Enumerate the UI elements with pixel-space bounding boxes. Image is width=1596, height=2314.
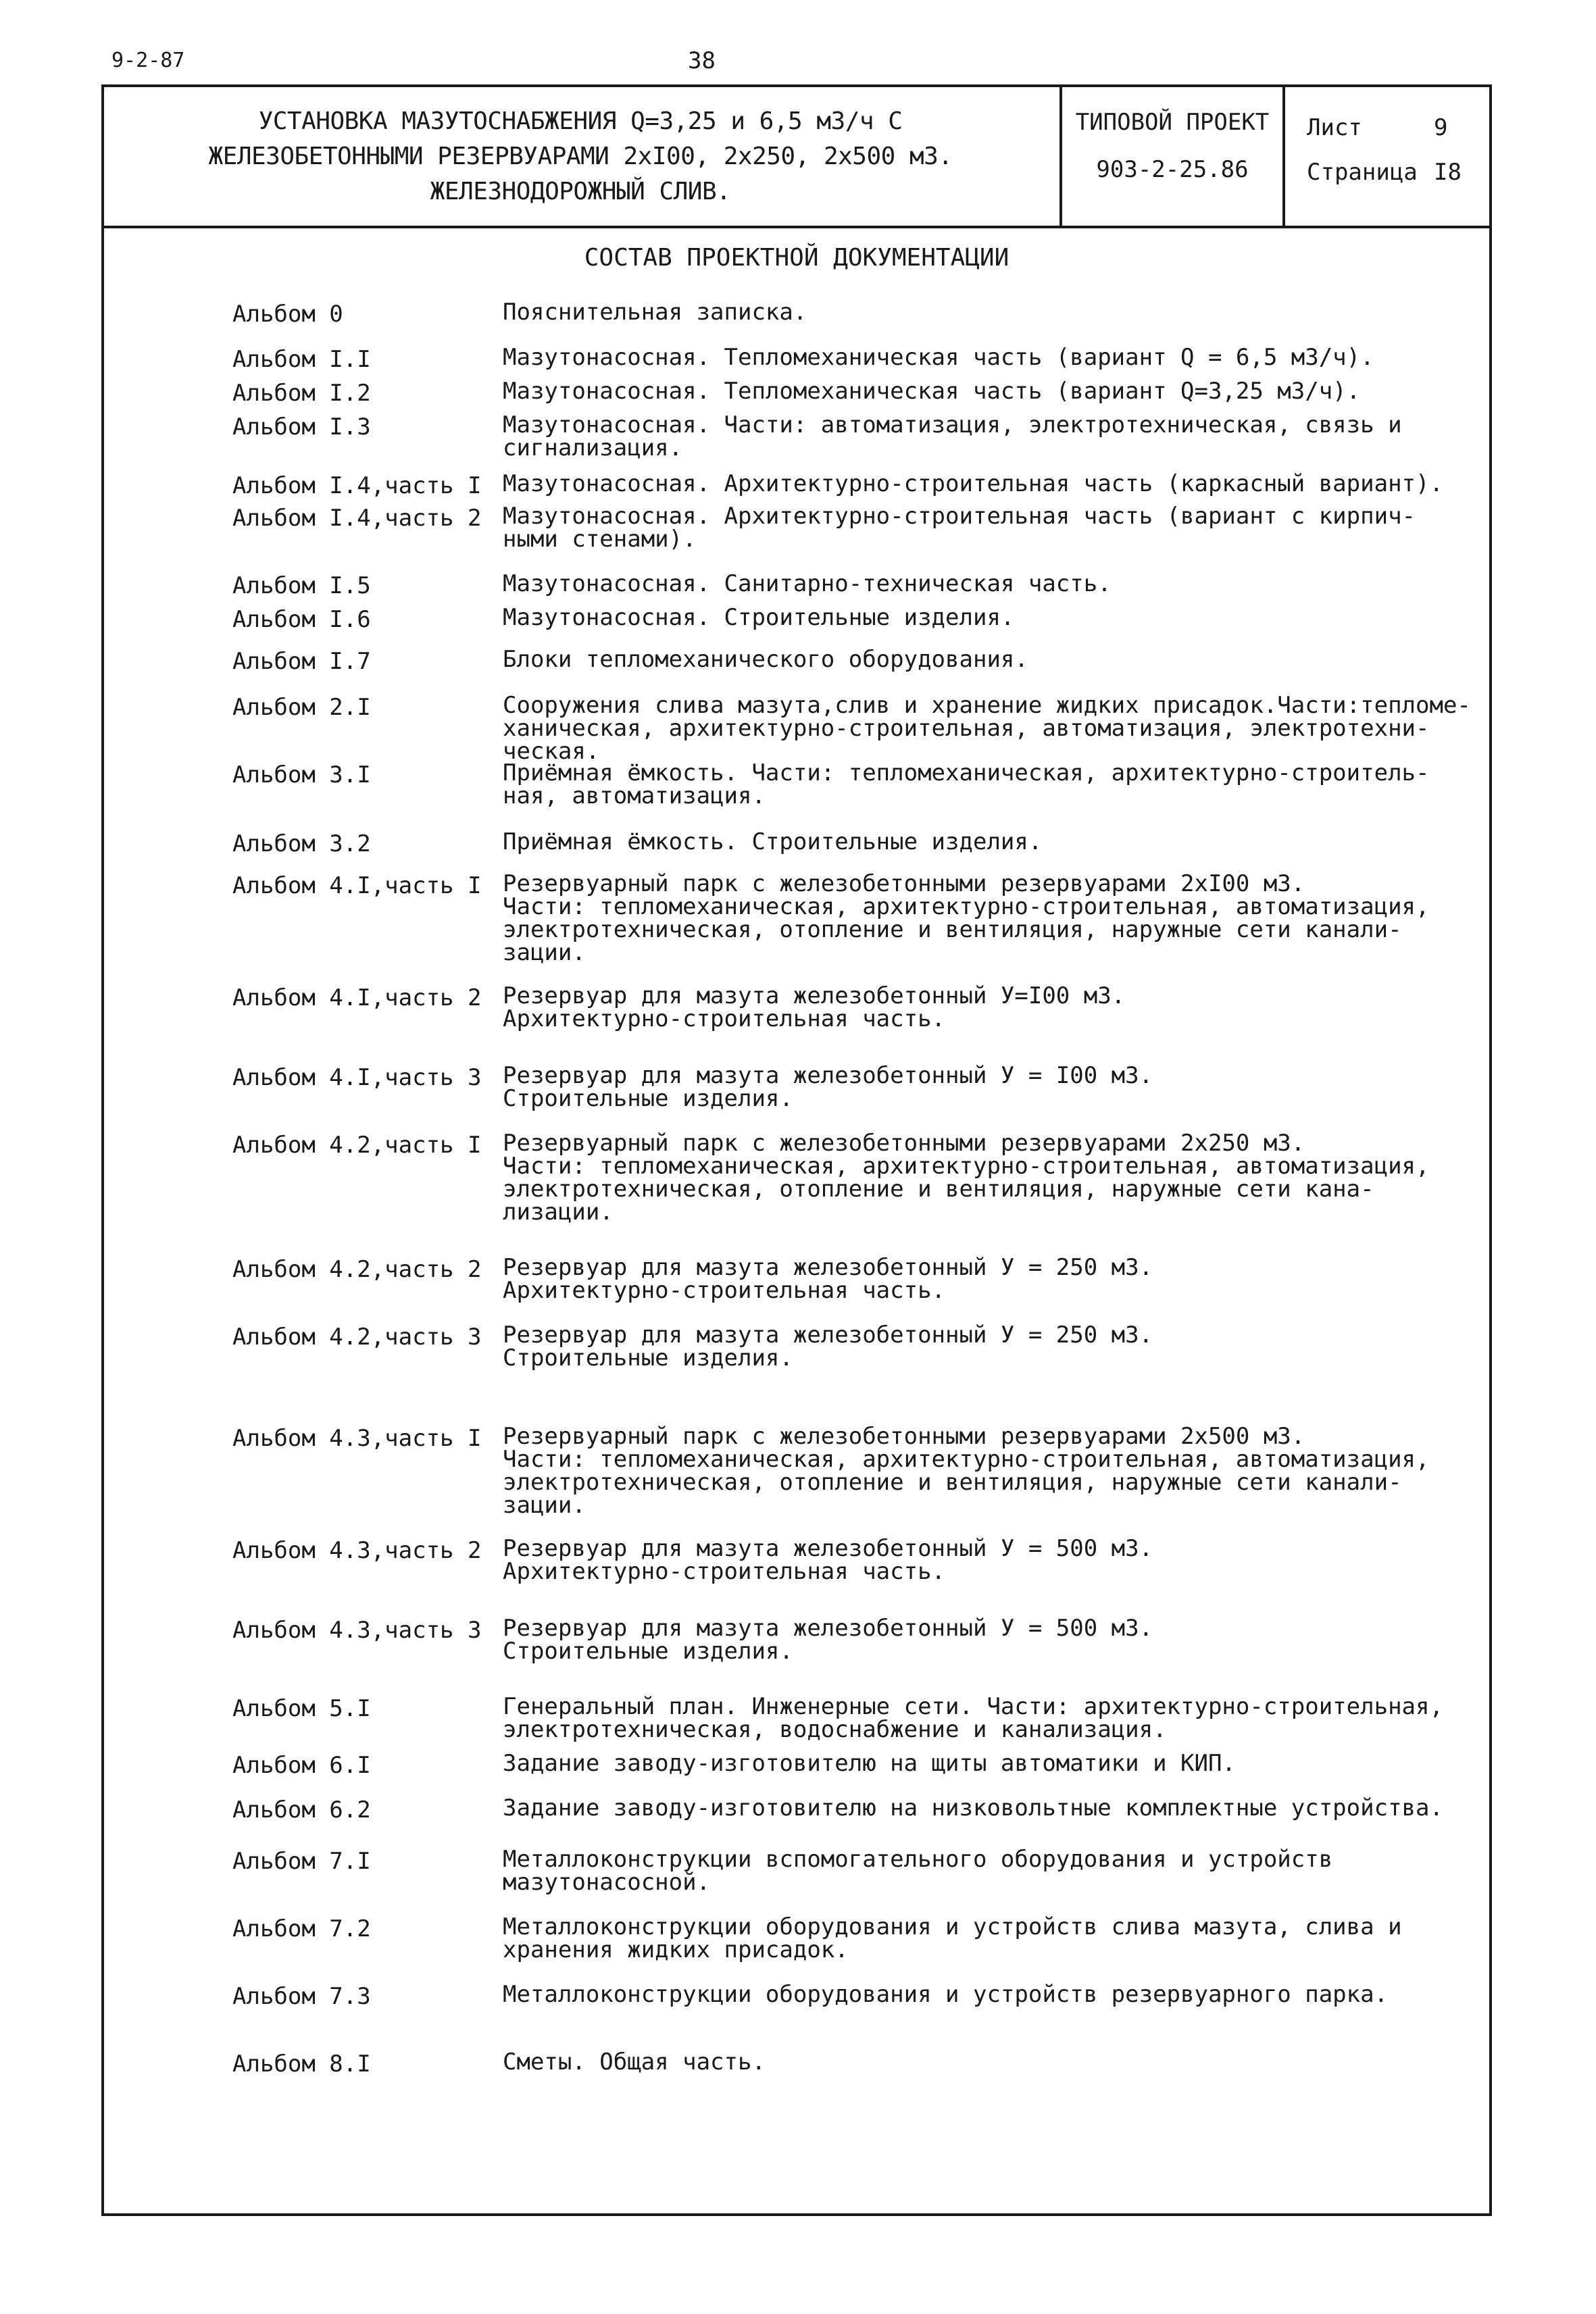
page-value: I8 xyxy=(1434,159,1462,186)
album-label: Альбом 4.3,часть 2 xyxy=(232,1537,482,1564)
album-description: Резервуарный парк с железобетонными резервуарами 2х250 м3. Части: тепломеханическая, архитектурно-строительная, автоматизация, электротехническая, отопление и вентиляция, наружные сети кана- лизации. xyxy=(503,1130,1430,1226)
album-description: Металлоконструкции оборудования и устройств резервуарного парка. xyxy=(503,1981,1389,2008)
document-code: 9-2-87 xyxy=(111,49,185,72)
album-label: Альбом 4.2,часть I xyxy=(232,1132,482,1159)
album-label: Альбом 6.I xyxy=(232,1752,371,1779)
album-label: Альбом 7.I xyxy=(232,1848,371,1875)
project-label: ТИПОВОЙ ПРОЕКТ xyxy=(1075,109,1270,136)
album-description: Пояснительная записка. xyxy=(503,299,807,326)
album-label: Альбом 3.I xyxy=(232,761,371,788)
album-label: Альбом 4.3,часть 3 xyxy=(232,1617,482,1644)
project-code: 903-2-25.86 xyxy=(1096,156,1249,183)
album-description: Резервуар для мазута железобетонный У = 250 м3. Строительные изделия. xyxy=(503,1322,1153,1372)
album-description: Мазутонасосная. Строительные изделия. xyxy=(503,604,1015,631)
album-label: Альбом I.I xyxy=(232,346,371,373)
album-description: Резервуар для мазута железобетонный У = 250 м3. Архитектурно-строительная часть. xyxy=(503,1254,1153,1304)
title-line-1: УСТАНОВКА МАЗУТОСНАБЖЕНИЯ Q=3,25 и 6,5 м3/ч С xyxy=(258,107,903,135)
page-label: Страница xyxy=(1307,159,1418,186)
album-label: Альбом 6.2 xyxy=(232,1796,371,1823)
album-description: Резервуарный парк с железобетонными резервуарами 2х500 м3. Части: тепломеханическая, архитектурно-строительная, автоматизация, электротехническая, отопление и вентиляция, наружные сети канали- зации. xyxy=(503,1423,1430,1519)
album-label: Альбом 2.I xyxy=(232,694,371,721)
document-frame xyxy=(101,84,1492,2216)
sheet-number: 9 xyxy=(1434,114,1448,141)
album-description: Мазутонасосная. Архитектурно-строительная часть (вариант с кирпич- ными стенами). xyxy=(503,503,1416,553)
title-cell xyxy=(104,87,1062,226)
title-block xyxy=(104,87,1489,228)
album-label: Альбом 4.3,часть I xyxy=(232,1425,482,1452)
title-line-2: ЖЕЛЕЗОБЕТОННЫМИ РЕЗЕРВУАРАМИ 2хI00, 2х250, 2х500 м3. xyxy=(208,143,953,170)
album-label: Альбом 7.2 xyxy=(232,1915,371,1942)
project-cell xyxy=(1062,87,1285,226)
album-description: Мазутонасосная. Санитарно-техническая часть. xyxy=(503,570,1112,597)
album-label: Альбом 5.I xyxy=(232,1695,371,1722)
album-description: Задание заводу-изготовителю на низковольтные комплектные устройства. xyxy=(503,1794,1443,1821)
album-description: Сооружения слива мазута,слив и хранение жидких присадок.Части:тепломе- ханическая, архитектурно-строительная, автоматизация, электротехни- ческая. xyxy=(503,692,1471,765)
album-label: Альбом 8.I xyxy=(232,2051,371,2078)
album-description: Мазутонасосная. Тепломеханическая часть (вариант Q = 6,5 м3/ч). xyxy=(503,344,1374,371)
title-line-3: ЖЕЛЕЗНОДОРОЖНЫЙ СЛИВ. xyxy=(430,178,731,205)
album-description: Резервуар для мазута железобетонный У = 500 м3. Строительные изделия. xyxy=(503,1615,1153,1665)
album-label: Альбом 7.3 xyxy=(232,1983,371,2010)
album-description: Металлоконструкции оборудования и устройств слива мазута, слива и хранения жидких присадок. xyxy=(503,1913,1402,1963)
album-label: Альбом I.3 xyxy=(232,413,371,441)
album-description: Приёмная ёмкость. Части: тепломеханическая, архитектурно-строитель- ная, автоматизация. xyxy=(503,759,1430,809)
album-label: Альбом I.5 xyxy=(232,572,371,599)
album-description: Мазутонасосная. Архитектурно-строительная часть (каркасный вариант). xyxy=(503,470,1443,497)
album-description: Мазутонасосная. Части: автоматизация, электротехническая, связь и сигнализация. xyxy=(503,411,1402,461)
album-description: Генеральный план. Инженерные сети. Части: архитектурно-строительная, электротехническая, водоснабжение и канализация. xyxy=(503,1693,1443,1743)
album-description: Металлоконструкции вспомогательного оборудования и устройств мазутонасосной. xyxy=(503,1846,1333,1896)
album-description: Задание заводу-изготовителю на щиты автоматики и КИП. xyxy=(503,1750,1236,1777)
album-label: Альбом 4.2,часть 2 xyxy=(232,1256,482,1283)
album-description: Резервуарный парк с железобетонными резервуарами 2хI00 м3. Части: тепломеханическая, архитектурно-строительная, автоматизация, электротехническая, отопление и вентиляция, наружные сети канали- зации. xyxy=(503,870,1430,966)
album-label: Альбом 4.2,часть 3 xyxy=(232,1324,482,1351)
album-label: Альбом 4.I,часть I xyxy=(232,872,482,899)
album-label: Альбом I.2 xyxy=(232,380,371,407)
sheet-label: Лист xyxy=(1307,114,1362,141)
album-label: Альбом 4.I,часть 3 xyxy=(232,1064,482,1091)
album-description: Приёмная ёмкость. Строительные изделия. xyxy=(503,828,1043,855)
page-number: 38 xyxy=(688,47,716,74)
album-description: Сметы. Общая часть. xyxy=(503,2048,766,2076)
album-label: Альбом I.4,часть I xyxy=(232,472,482,499)
album-label: Альбом I.6 xyxy=(232,606,371,633)
album-label: Альбом I.7 xyxy=(232,648,371,675)
album-description: Резервуар для мазута железобетонный У = 500 м3. Архитектурно-строительная часть. xyxy=(503,1535,1153,1585)
album-label: Альбом 3.2 xyxy=(232,830,371,857)
album-description: Блоки тепломеханического оборудования. xyxy=(503,646,1028,673)
album-label: Альбом I.4,часть 2 xyxy=(232,505,482,532)
album-label: Альбом 0 xyxy=(232,301,343,328)
sheet-cell xyxy=(1285,87,1489,226)
album-description: Резервуар для мазута железобетонный У=I00 м3. Архитектурно-строительная часть. xyxy=(503,982,1126,1032)
album-description: Резервуар для мазута железобетонный У = I00 м3. Строительные изделия. xyxy=(503,1062,1153,1112)
section-title: СОСТАВ ПРОЕКТНОЙ ДОКУМЕНТАЦИИ xyxy=(584,244,1009,272)
album-label: Альбом 4.I,часть 2 xyxy=(232,984,482,1011)
album-description: Мазутонасосная. Тепломеханическая часть (вариант Q=3,25 м3/ч). xyxy=(503,378,1361,405)
